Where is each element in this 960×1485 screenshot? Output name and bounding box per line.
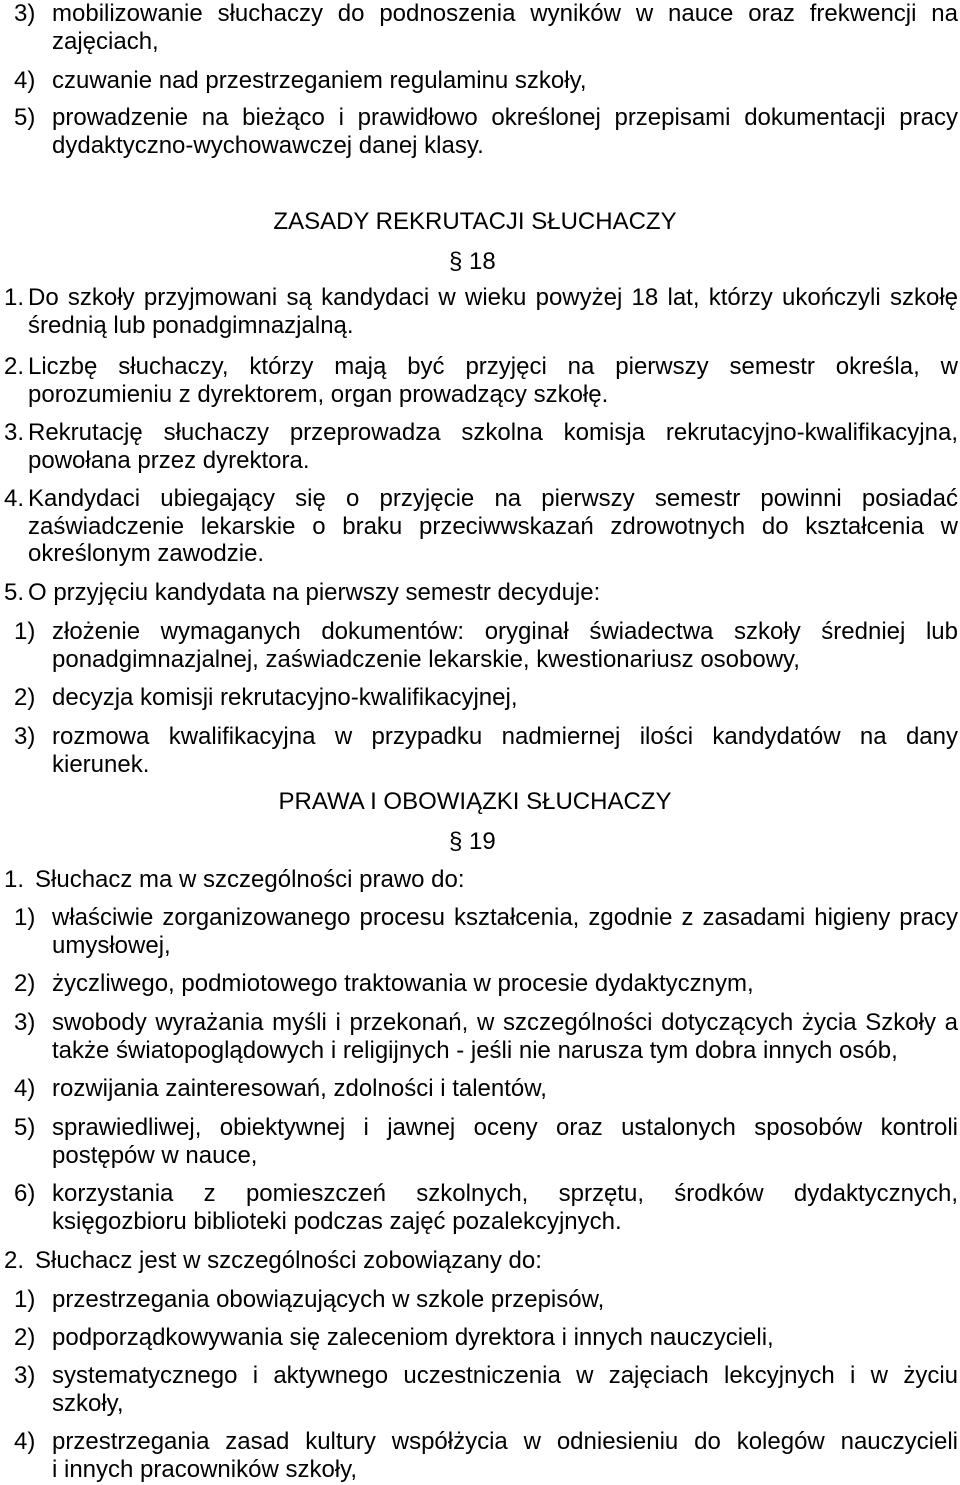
paragraph-number: 2.	[4, 1247, 25, 1274]
item-number: 4)	[14, 67, 36, 94]
paragraph-text-line: Kandydaci ubiegający się o przyjęcie na pierwszy semestr powinni posiadać	[28, 485, 958, 512]
numbered-paragraph	[4, 1247, 958, 1275]
item-number: 3)	[14, 723, 36, 750]
list-item	[14, 1075, 958, 1103]
item-text-line: zajęciach,	[52, 27, 159, 55]
item-text-line: rozmowa kwalifikacyjna w przypadku nadmiernej ilości kandydatów na dany	[52, 723, 958, 750]
paragraph-text-line: powołana przez dyrektora.	[28, 446, 310, 474]
list-item	[14, 684, 958, 712]
item-number: 5)	[14, 1114, 36, 1141]
item-text-line: postępów w nauce,	[52, 1141, 258, 1169]
list-item	[14, 1362, 958, 1417]
numbered-paragraph	[4, 353, 958, 408]
paragraph-text-line: średnią lub ponadgimnazjalną.	[28, 311, 354, 339]
paragraph-number: 1.	[4, 284, 25, 311]
paragraph-text-line: Słuchacz ma w szczególności prawo do:	[35, 866, 465, 893]
paragraph-text-line: zaświadczenie lekarskie o braku przeciwwskazań zdrowotnych do kształcenia w	[28, 512, 958, 540]
item-text-line: sprawiedliwej, obiektywnej i jawnej oceny oraz ustalonych sposobów kontroli	[52, 1114, 958, 1141]
item-number: 2)	[14, 1324, 36, 1351]
paragraph-mark: § 18	[449, 248, 496, 275]
item-text-line: korzystania z pomieszczeń szkolnych, sprzętu, środków dydaktycznych,	[52, 1180, 958, 1207]
item-text-line: właściwie zorganizowanego procesu kształcenia, zgodnie z zasadami higieny pracy	[52, 904, 958, 931]
item-text-line: i innych pracowników szkoły,	[52, 1455, 358, 1483]
list-item	[14, 1180, 958, 1235]
item-text-line: decyzja komisji rekrutacyjno-kwalifikacyjnej,	[52, 684, 518, 711]
paragraph-mark: § 19	[449, 828, 496, 855]
paragraph-text-line: Do szkoły przyjmowani są kandydaci w wieku powyżej 18 lat, którzy ukończyli szkołę	[28, 284, 958, 311]
paragraph-number: 2.	[4, 353, 25, 380]
list-item	[14, 1114, 958, 1169]
item-number: 1)	[14, 904, 36, 931]
item-text-line: prowadzenie na bieżąco i prawidłowo określonej przepisami dokumentacji pracy	[52, 104, 958, 131]
item-text-line: swobody wyrażania myśli i przekonań, w szczególności dotyczących życia Szkoły a	[52, 1009, 958, 1036]
paragraph-text-line: Słuchacz jest w szczególności zobowiązany do:	[35, 1247, 542, 1274]
numbered-paragraph	[4, 579, 958, 607]
list-item	[14, 1009, 958, 1064]
item-number: 1)	[14, 618, 36, 645]
item-text-line: przestrzegania zasad kultury współżycia w odniesieniu do kolegów nauczycieli	[52, 1428, 958, 1455]
item-text-line: czuwanie nad przestrzeganiem regulaminu szkoły,	[52, 67, 587, 94]
list-item	[14, 1428, 958, 1483]
list-item	[14, 1286, 958, 1314]
list-item	[14, 104, 958, 159]
list-item	[14, 0, 958, 55]
item-text-line: umysłowej,	[52, 931, 171, 959]
item-text-line: ponadgimnazjalnej, zaświadczenie lekarskie, kwestionariusz osobowy,	[52, 645, 800, 673]
numbered-paragraph	[4, 485, 958, 568]
paragraph-number: 1.	[4, 866, 25, 893]
item-text-line: dydaktyczno-wychowawczej danej klasy.	[52, 131, 484, 159]
paragraph-number: 5.	[4, 579, 25, 606]
paragraph-number: 4.	[4, 485, 25, 512]
item-text-line: podporządkowywania się zaleceniom dyrektora i innych nauczycieli,	[52, 1324, 774, 1351]
item-text-line: rozwijania zainteresowań, zdolności i talentów,	[52, 1075, 547, 1102]
list-item	[14, 67, 958, 95]
paragraph-text-line: Rekrutację słuchaczy przeprowadza szkolna komisja rekrutacyjno-kwalifikacyjna,	[28, 419, 958, 446]
item-text-line: złożenie wymaganych dokumentów: oryginał świadectwa szkoły średniej lub	[52, 618, 958, 645]
paragraph-text-line: O przyjęciu kandydata na pierwszy semestr decyduje:	[28, 579, 601, 606]
item-number: 1)	[14, 1286, 36, 1313]
paragraph-text-line: Liczbę słuchaczy, którzy mają być przyjęci na pierwszy semestr określa, w	[28, 353, 958, 380]
paragraph-text-line: porozumieniu z dyrektorem, organ prowadzący szkołę.	[28, 380, 609, 408]
item-text-line: życzliwego, podmiotowego traktowania w procesie dydaktycznym,	[52, 970, 754, 997]
list-item	[14, 970, 958, 998]
item-number: 3)	[14, 0, 36, 27]
list-item	[14, 723, 958, 778]
item-text-line: systematycznego i aktywnego uczestniczenia w zajęciach lekcyjnych i w życiu	[52, 1362, 958, 1389]
item-number: 4)	[14, 1428, 36, 1455]
item-text-line: szkoły,	[52, 1389, 124, 1417]
item-number: 2)	[14, 970, 36, 997]
item-number: 3)	[14, 1362, 36, 1389]
paragraph-text-line: określonym zawodzie.	[28, 540, 265, 567]
item-number: 3)	[14, 1009, 36, 1036]
paragraph-number: 3.	[4, 419, 25, 446]
item-number: 2)	[14, 684, 36, 711]
list-item	[14, 618, 958, 673]
list-item	[14, 904, 958, 959]
numbered-paragraph	[4, 419, 958, 474]
item-text-line: przestrzegania obowiązujących w szkole przepisów,	[52, 1286, 605, 1313]
item-text-line: kierunek.	[52, 750, 150, 778]
numbered-paragraph	[4, 866, 958, 894]
item-number: 6)	[14, 1180, 36, 1207]
section-heading: ZASADY REKRUTACJI SŁUCHACZY	[273, 208, 677, 235]
item-text-line: także światopoglądowych i religijnych - jeśli nie narusza tym dobra innych osób,	[52, 1036, 898, 1064]
item-number: 5)	[14, 104, 36, 131]
item-number: 4)	[14, 1075, 36, 1102]
item-text-line: księgozbioru biblioteki podczas zajęć pozalekcyjnych.	[52, 1207, 622, 1235]
list-item	[14, 1324, 958, 1352]
item-text-line: mobilizowanie słuchaczy do podnoszenia wyników w nauce oraz frekwencji na	[52, 0, 958, 27]
numbered-paragraph	[4, 284, 958, 339]
section-heading: PRAWA I OBOWIĄZKI SŁUCHACZY	[278, 788, 672, 815]
